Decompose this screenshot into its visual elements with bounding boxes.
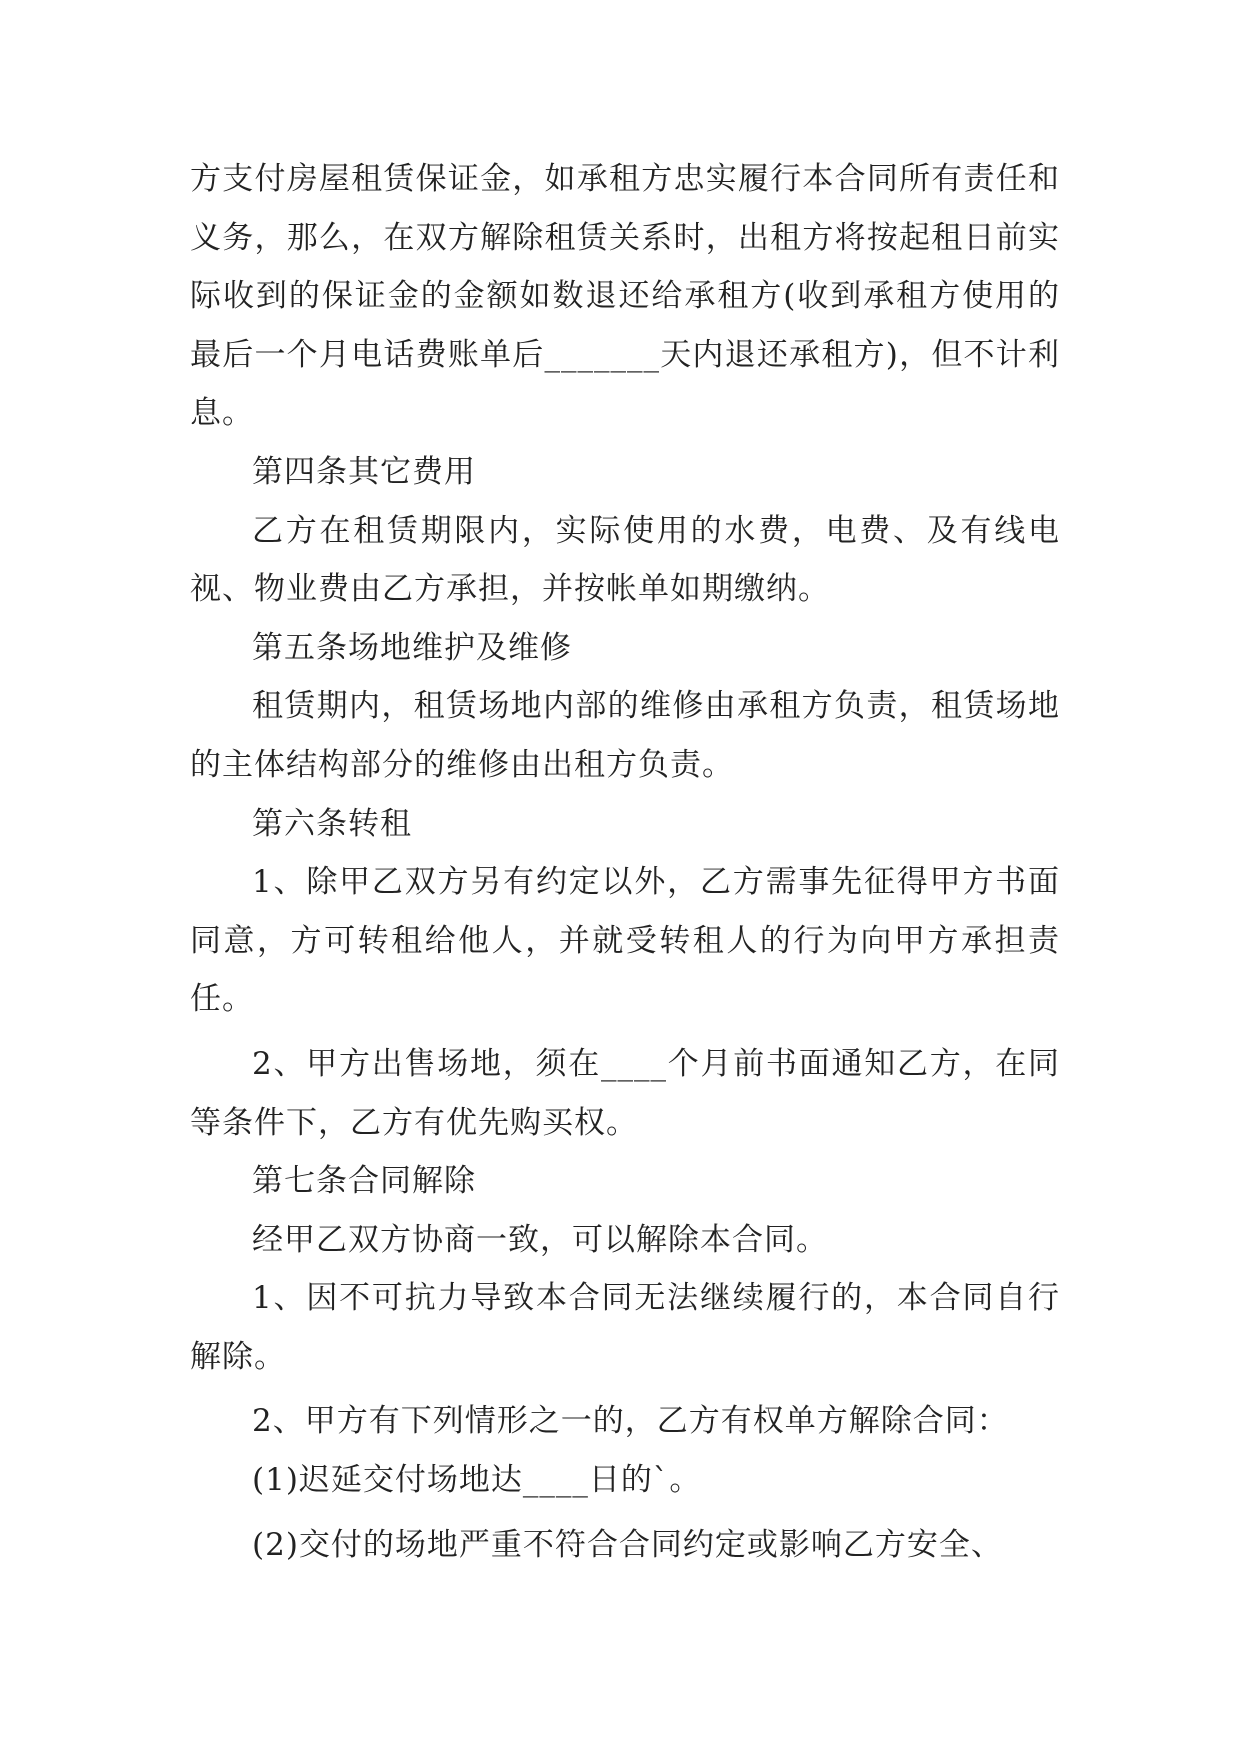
paragraph-other-fees: 乙方在租赁期限内，实际使用的水费，电费、及有线电视、物业费由乙方承担，并按帐单如期缴纳。 <box>190 512 1060 608</box>
paragraph-termination-2: 2、甲方有下列情形之一的，乙方有权单方解除合同： <box>252 1403 1009 1440</box>
paragraph-termination-2-item-1: (1)迟延交付场地达____日的`。 <box>252 1462 702 1499</box>
heading-article-7: 第七条合同解除 <box>252 1163 476 1200</box>
paragraph-sublease-2: 2、甲方出售场地，须在____个月前书面通知乙方，在同等条件下，乙方有优先购买权。 <box>190 1045 1060 1141</box>
paragraph-termination-2-item-2: (2)交付的场地严重不符合合同约定或影响乙方安全、 <box>252 1526 1003 1563</box>
document-page <box>190 150 1060 1574</box>
paragraph-deposit-refund: 方支付房屋租赁保证金，如承租方忠实履行本合同所有责任和义务，那么，在双方解除租赁关系时，出租方将按起租日前实际收到的保证金的金额如数退还给承租方(收到承租方使用的最后一个月电话费账单后_______天内退还承租方)，但不计利息。 <box>190 161 1060 432</box>
heading-article-4: 第四条其它费用 <box>252 453 476 490</box>
paragraph-maintenance: 租赁期内，租赁场地内部的维修由承租方负责，租赁场地的主体结构部分的维修由出租方负责。 <box>190 688 1060 783</box>
heading-article-6: 第六条转租 <box>252 805 412 842</box>
paragraph-termination-1: 1、因不可抗力导致本合同无法继续履行的，本合同自行解除。 <box>190 1280 1060 1375</box>
paragraph-termination-intro: 经甲乙双方协商一致，可以解除本合同。 <box>252 1221 828 1258</box>
paragraph-sublease-1: 1、除甲乙双方另有约定以外，乙方需事先征得甲方书面同意，方可转租给他人，并就受转租人的行为向甲方承担责任。 <box>190 864 1060 1018</box>
heading-article-5: 第五条场地维护及维修 <box>252 629 572 666</box>
